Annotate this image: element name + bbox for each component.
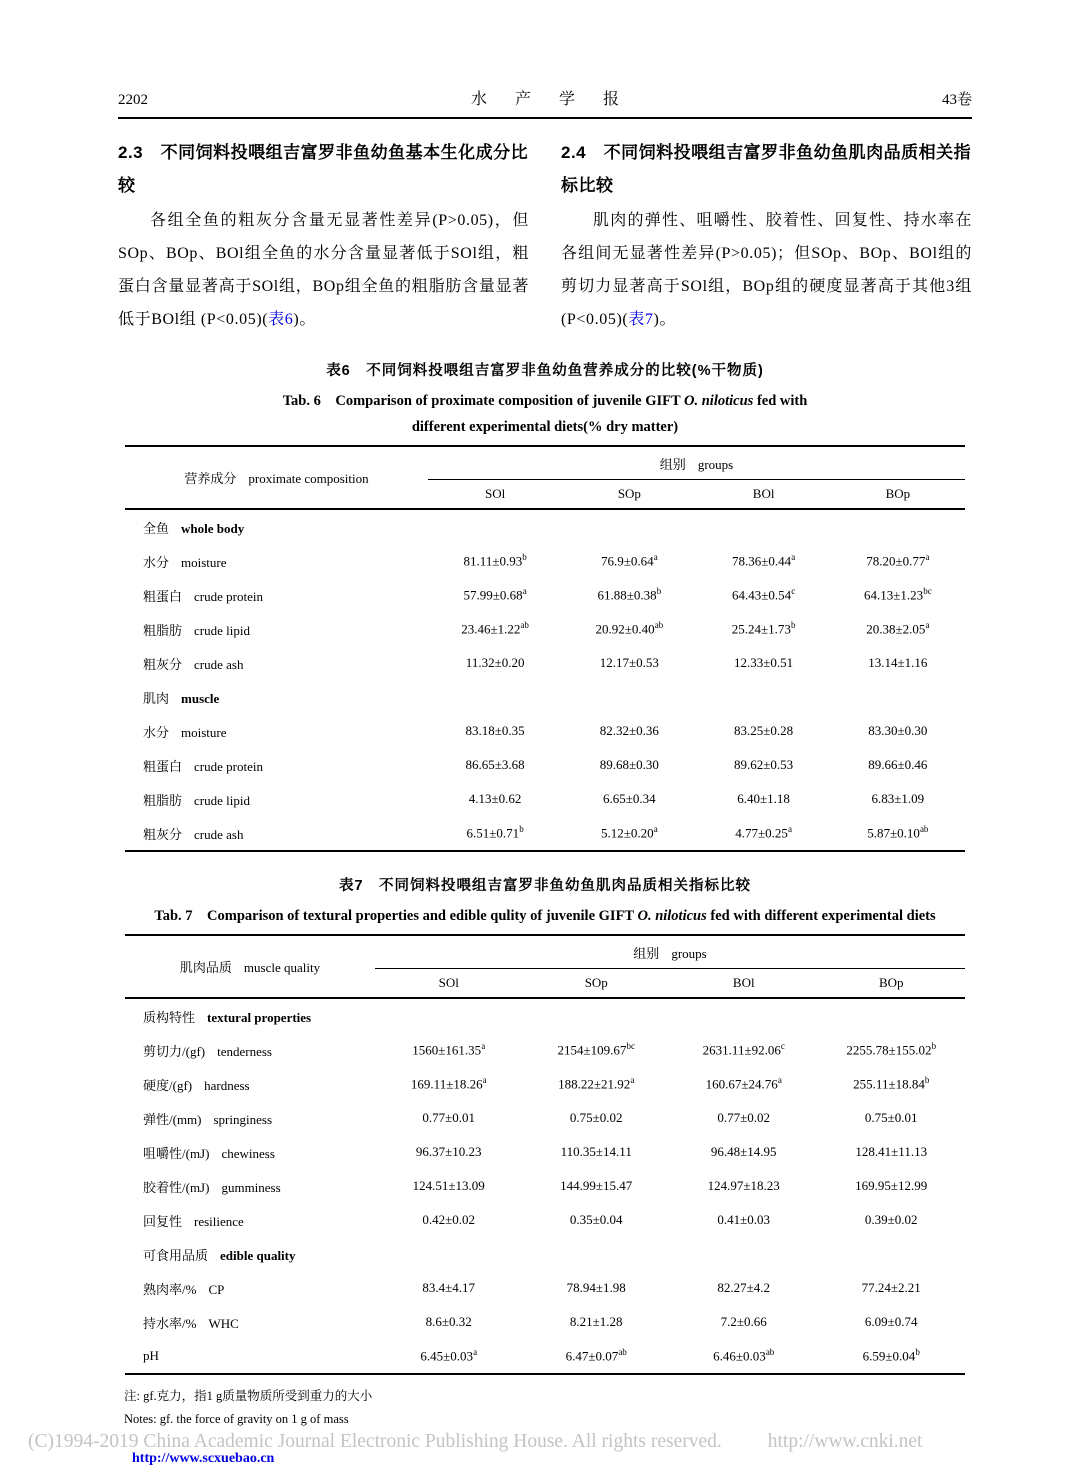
cell-value: 6.51±0.71$^b$	[466, 824, 524, 841]
table-header-label	[125, 446, 428, 509]
cell-value: 0.77±0.01	[422, 1110, 476, 1126]
row-label-en: crude ash	[194, 826, 244, 842]
row-label-en: CP	[208, 1281, 225, 1297]
section-label-en: muscle	[181, 690, 220, 706]
cell-value: 61.88±0.38$^b$	[597, 586, 662, 603]
row-label-en: crude lipid	[194, 622, 250, 638]
table-row	[125, 612, 965, 646]
row-label-zh: 胶着性/(mJ)	[143, 1179, 210, 1195]
cell-value: 6.47±0.07$^{ab}$	[565, 1347, 627, 1364]
cell-value: 82.32±0.36	[599, 723, 659, 739]
table-header-groups	[428, 446, 965, 480]
table-row	[125, 714, 965, 748]
cell-value: 160.67±24.76$^a$	[705, 1075, 782, 1092]
table-row	[125, 1033, 965, 1067]
table-row	[125, 680, 965, 714]
cell-value: 12.17±0.53	[599, 655, 659, 671]
table-header-label	[125, 935, 375, 998]
header-label-zh: 营养成分	[184, 471, 237, 487]
cell-value: 1560±161.35$^a$	[412, 1041, 486, 1058]
journal-title: 水 产 学 报	[470, 91, 631, 108]
row-label-en: crude protein	[194, 758, 263, 774]
row-label-zh: pH	[143, 1348, 159, 1364]
table-notes	[124, 1385, 972, 1431]
header-col-BOl: BOl	[752, 486, 775, 502]
row-label-en: crude ash	[194, 656, 244, 672]
row-label	[125, 544, 428, 578]
table-row	[125, 1067, 965, 1101]
cell-value: 25.24±1.73$^b$	[731, 620, 796, 637]
row-label-zh: 回复性	[143, 1213, 183, 1229]
cell-value: 0.75±0.02	[569, 1110, 623, 1126]
table-row	[125, 1271, 965, 1305]
cell-value: 81.11±0.93$^b$	[463, 552, 527, 569]
row-label-zh: 硬度/(gf)	[143, 1077, 193, 1093]
row-label	[125, 816, 428, 851]
row-label-en: resilience	[194, 1213, 244, 1229]
section-label	[125, 509, 965, 544]
cell-value: 64.43±0.54$^c$	[732, 586, 796, 603]
row-label-zh: 弹性/(mm)	[143, 1111, 202, 1127]
cell-value: 83.18±0.35	[465, 723, 525, 739]
note-en: Notes: gf. the force of gravity on 1 g of mass	[124, 1412, 349, 1427]
table-row	[125, 748, 965, 782]
cell-value: 78.94±1.98	[566, 1280, 626, 1296]
note-zh: 注: gf.克力，指1 g质量物质所受到重力的大小	[124, 1389, 373, 1404]
row-label	[125, 748, 428, 782]
row-label-zh: 剪切力/(gf)	[143, 1043, 206, 1059]
cell-value: 169.11±18.26$^a$	[410, 1075, 487, 1092]
table-row	[125, 646, 965, 680]
cell-value: 77.24±2.21	[861, 1280, 921, 1296]
section-label-zh: 全鱼	[143, 520, 170, 536]
row-label	[125, 1033, 375, 1067]
row-label-zh: 粗灰分	[143, 656, 183, 672]
cell-value: 188.22±21.92$^a$	[558, 1075, 635, 1092]
page-number: 2202	[118, 92, 148, 108]
cell-value: 0.75±0.01	[864, 1110, 918, 1126]
section-paragraph-2-4	[561, 205, 972, 337]
row-label-en: gumminess	[221, 1179, 281, 1195]
row-label-zh: 粗灰分	[143, 826, 183, 842]
volume-label: 43卷	[941, 92, 972, 108]
header-label-en: muscle quality	[243, 960, 321, 976]
page-header	[118, 86, 972, 119]
section-label	[125, 680, 965, 714]
row-label	[125, 1135, 375, 1169]
cell-value: 2154±109.67$^{bc}$	[557, 1041, 635, 1058]
cell-value: 255.11±18.84$^b$	[853, 1075, 930, 1092]
t7-table	[125, 934, 965, 1375]
cell-value: 6.59±0.04$^b$	[862, 1347, 920, 1364]
caption-text: fed with	[753, 393, 808, 410]
cell-value: 23.46±1.22$^{ab}$	[461, 620, 529, 637]
table-row	[125, 998, 965, 1033]
cell-value: 0.41±0.03	[717, 1212, 771, 1228]
caption-text: Tab. 7 Comparison of textural properties and edible qulity of juvenile GIFT	[154, 908, 638, 925]
row-label-en: crude lipid	[194, 792, 250, 808]
cell-value: 20.38±2.05$^a$	[866, 620, 930, 637]
caption-text: fed with different experimental diets	[706, 908, 936, 925]
table-row	[125, 1135, 965, 1169]
header-groups-zh: 组别	[633, 945, 660, 961]
species-name: O. niloticus	[684, 393, 754, 410]
header-col-SOp: SOp	[617, 486, 641, 502]
cell-value: 0.77±0.02	[717, 1110, 771, 1126]
row-label	[125, 612, 428, 646]
cell-value: 6.65±0.34	[603, 791, 656, 807]
table-row	[125, 1101, 965, 1135]
cell-value: 5.87±0.10$^{ab}$	[867, 824, 929, 841]
table-header-groups	[375, 935, 965, 969]
table-row	[125, 578, 965, 612]
row-label	[125, 1203, 375, 1237]
section-paragraph-2-3	[118, 205, 529, 337]
header-groups-en: groups	[697, 456, 734, 472]
header-col-SOl: SOl	[438, 975, 459, 991]
cell-value: 124.51±13.09	[412, 1178, 485, 1194]
row-label-en: moisture	[181, 724, 227, 740]
header-col-SOp: SOp	[584, 975, 608, 991]
journal-url-link[interactable]: http://www.scxuebao.cn	[132, 1451, 275, 1467]
table6-caption-en-line2: different experimental diets(% dry matter)	[411, 419, 679, 436]
row-label-zh: 粗蛋白	[143, 758, 183, 774]
row-label-zh: 熟肉率/%	[143, 1281, 197, 1297]
section-heading-2-3: 2.3 不同饲料投喂组吉富罗非鱼幼鱼基本生化成分比较	[118, 143, 529, 195]
section-label-zh: 肌肉	[143, 690, 170, 706]
section-label-en: edible quality	[220, 1247, 296, 1263]
table-row	[125, 1339, 965, 1374]
cell-value: 96.48±14.95	[710, 1144, 777, 1160]
cell-value: 86.65±3.68	[465, 757, 525, 773]
table6-link[interactable]: 表6	[268, 311, 294, 329]
header-label-zh: 肌肉品质	[179, 960, 232, 976]
row-label	[125, 578, 428, 612]
cell-value: 13.14±1.16	[868, 655, 928, 671]
row-label	[125, 1067, 375, 1101]
section-heading-2-4: 2.4 不同饲料投喂组吉富罗非鱼幼鱼肌肉品质相关指标比较	[561, 143, 972, 195]
cell-value: 144.99±15.47	[560, 1178, 633, 1194]
cell-value: 6.40±1.18	[737, 791, 790, 807]
section-2-4	[561, 131, 972, 337]
paragraph-text: )。	[653, 311, 677, 329]
cell-value: 78.20±0.77$^a$	[866, 552, 930, 569]
row-label-zh: 水分	[143, 554, 170, 570]
copyright-text: (C)1994-2019 China Academic Journal Electronic Publishing House. All rights reserved.	[28, 1431, 722, 1452]
cell-value: 11.32±0.20	[465, 655, 525, 671]
header-col-BOp: BOp	[878, 975, 904, 991]
cell-value: 169.95±12.99	[855, 1178, 928, 1194]
cell-value: 110.35±14.11	[560, 1144, 632, 1160]
section-label-zh: 质构特性	[143, 1009, 196, 1025]
header-groups-zh: 组别	[659, 456, 686, 472]
table-row	[125, 509, 965, 544]
cell-value: 6.83±1.09	[871, 791, 925, 807]
cell-value: 78.36±0.44$^a$	[732, 552, 796, 569]
cell-value: 128.41±11.13	[855, 1144, 928, 1160]
table-row	[125, 1203, 965, 1237]
cell-value: 96.37±10.23	[415, 1144, 482, 1160]
cell-value: 4.13±0.62	[468, 791, 522, 807]
cell-value: 8.6±0.32	[425, 1314, 472, 1330]
t6-table	[125, 445, 965, 852]
cell-value: 0.35±0.04	[569, 1212, 623, 1228]
table6-caption-zh: 表6 不同饲料投喂组吉富罗非鱼幼鱼营养成分的比较(%干物质)	[326, 363, 764, 380]
header-groups-en: groups	[671, 945, 707, 961]
cell-value: 83.4±4.17	[422, 1280, 476, 1296]
cell-value: 64.13±1.23$^{bc}$	[864, 586, 932, 603]
row-label-zh: 持水率/%	[143, 1315, 197, 1331]
cell-value: 20.92±0.40$^{ab}$	[595, 620, 664, 637]
section-label-en: whole body	[181, 520, 245, 536]
cell-value: 5.12±0.20$^a$	[601, 824, 658, 841]
cell-value: 6.09±0.74	[864, 1314, 918, 1330]
table-row	[125, 1169, 965, 1203]
caption-text: Tab. 6 Comparison of proximate composition of juvenile GIFT	[282, 393, 685, 410]
row-label-zh: 粗脂肪	[143, 622, 183, 638]
cell-value: 2631.11±92.06$^c$	[702, 1041, 785, 1058]
table-row	[125, 1305, 965, 1339]
row-label-en: springiness	[213, 1111, 272, 1127]
table6-container	[118, 445, 972, 852]
row-label	[125, 1101, 375, 1135]
paragraph-text: )。	[293, 311, 316, 329]
row-label-zh: 水分	[143, 724, 170, 740]
table7-link[interactable]: 表7	[628, 311, 654, 329]
header-label-en: proximate composition	[248, 471, 369, 487]
cell-value: 0.39±0.02	[864, 1212, 918, 1228]
table-row	[125, 816, 965, 851]
section-label	[125, 1237, 965, 1271]
row-label-en: moisture	[181, 554, 227, 570]
copyright-watermark	[28, 1431, 1058, 1453]
row-label	[125, 1339, 375, 1374]
paragraph-text: 肌肉的弹性、咀嚼性、胶着性、回复性、持水率在各组间无显著性差异(P>0.05)；但SOp、BOp、BOl组的剪切力显著高于SOl组，BOp组的硬度显著高于其他3组(P<0.05)(	[561, 212, 972, 329]
cnki-url: http://www.cnki.net	[767, 1431, 923, 1452]
row-label-zh: 粗蛋白	[143, 588, 183, 604]
cell-value: 83.30±0.30	[868, 723, 928, 739]
row-label-zh: 咀嚼性/(mJ)	[143, 1145, 210, 1161]
row-label	[125, 1169, 375, 1203]
table-row	[125, 544, 965, 578]
row-label-en: tenderness	[217, 1043, 272, 1059]
row-label	[125, 714, 428, 748]
cell-value: 124.97±18.23	[707, 1178, 780, 1194]
paragraph-text: 各组全鱼的粗灰分含量无显著性差异(P>0.05)，但SOp、BOp、BOl组全鱼的水分含量显著低于SOl组，粗蛋白含量显著高于SOl组，BOp组全鱼的粗脂肪含量显著低于BOl组 (P<0.05)(	[118, 212, 529, 329]
cell-value: 12.33±0.51	[734, 655, 794, 671]
section-label-en: textural properties	[207, 1009, 312, 1025]
table-row	[125, 1237, 965, 1271]
cell-value: 89.62±0.53	[734, 757, 794, 773]
row-label	[125, 646, 428, 680]
table7-caption-zh: 表7 不同饲料投喂组吉富罗非鱼幼鱼肌肉品质相关指标比较	[338, 878, 752, 895]
row-label-en: chewiness	[221, 1145, 275, 1161]
cell-value: 89.68±0.30	[599, 757, 659, 773]
body-columns	[118, 131, 972, 337]
cell-value: 82.27±4.2	[717, 1280, 771, 1296]
cell-value: 57.99±0.68$^a$	[463, 586, 527, 603]
row-label	[125, 1305, 375, 1339]
section-label	[125, 998, 965, 1033]
header-col-SOl: SOl	[485, 486, 506, 502]
species-name: O. niloticus	[637, 908, 707, 925]
row-label-en: hardness	[204, 1077, 250, 1093]
cell-value: 0.42±0.02	[422, 1212, 476, 1228]
cell-value: 2255.78±155.02$^b$	[846, 1041, 937, 1058]
table-row	[125, 782, 965, 816]
section-label-zh: 可食用品质	[143, 1247, 209, 1263]
table7-caption-en	[118, 904, 972, 925]
row-label-en: WHC	[208, 1315, 239, 1331]
table6-caption-en-line1	[118, 389, 972, 410]
section-2-3	[118, 131, 529, 337]
cell-value: 89.66±0.46	[868, 757, 928, 773]
cell-value: 4.77±0.25$^a$	[735, 824, 792, 841]
cell-value: 7.2±0.66	[720, 1314, 767, 1330]
cell-value: 8.21±1.28	[569, 1314, 623, 1330]
table7-container	[118, 934, 972, 1375]
cell-value: 83.25±0.28	[734, 723, 794, 739]
header-col-BOl: BOl	[732, 975, 755, 991]
row-label-en: crude protein	[194, 588, 263, 604]
row-label	[125, 782, 428, 816]
cell-value: 6.46±0.03$^{ab}$	[713, 1347, 775, 1364]
row-label-zh: 粗脂肪	[143, 792, 183, 808]
header-col-BOp: BOp	[885, 486, 911, 502]
cell-value: 6.45±0.03$^a$	[420, 1347, 478, 1364]
cell-value: 76.9±0.64$^a$	[601, 552, 658, 569]
row-label	[125, 1271, 375, 1305]
